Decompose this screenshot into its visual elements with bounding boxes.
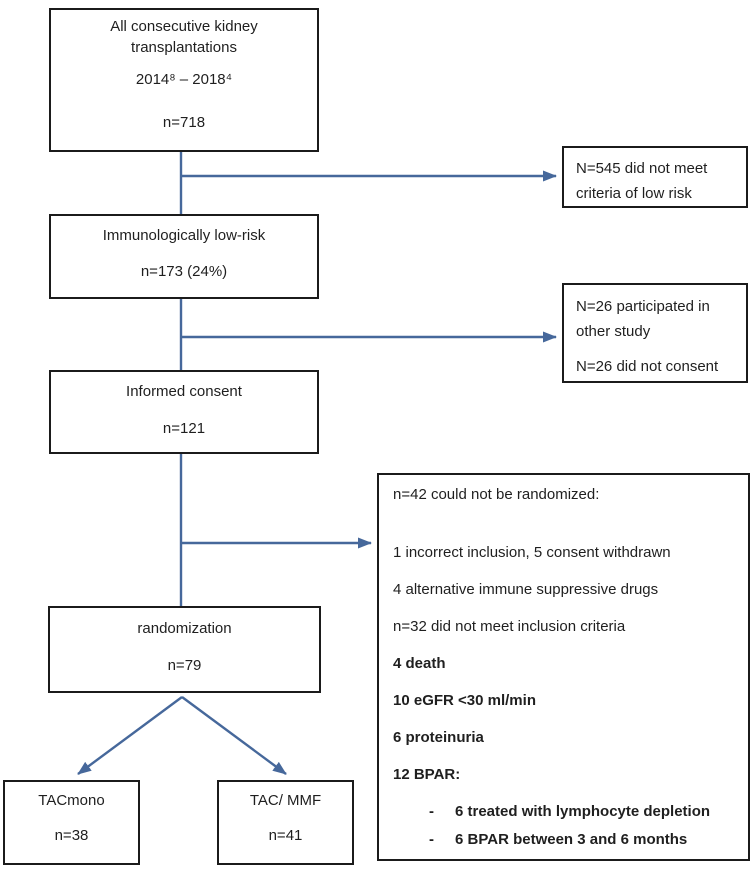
box-all-transplants-period: 2014⁸ – 2018⁴ [135, 71, 233, 88]
box-not-randomized-title: n=42 could not be randomized: [393, 486, 600, 503]
box-all-transplants-line1: All consecutive kidney [110, 18, 258, 35]
bullet-dash: - [429, 803, 434, 820]
box-randomization-title: randomization [137, 620, 232, 637]
box-randomization-n: n=79 [167, 657, 202, 674]
box-other-study-line1: N=26 participated in [576, 298, 710, 315]
box-randomization [48, 606, 321, 693]
box-low-risk-title: Immunologically low-risk [102, 227, 266, 244]
box-tac-mmf-title: TAC/ MMF [249, 792, 322, 809]
box-not-low-risk [562, 146, 748, 208]
box-not-randomized-bullet1-text: 6 treated with lymphocyte depletion [455, 803, 711, 820]
box-tac-mmf-n: n=41 [268, 827, 303, 844]
box-other-study-line2: other study [576, 323, 651, 340]
box-other-study-consent: N=26 did not consent [576, 358, 719, 375]
box-all-transplants-line2: transplantations [131, 39, 237, 56]
box-not-randomized-line2: 4 alternative immune suppressive drugs [393, 581, 659, 598]
box-not-randomized-egfr: 10 eGFR <30 ml/min [393, 692, 536, 709]
box-all-transplants-n: n=718 [162, 114, 206, 131]
box-all-transplants [49, 8, 319, 152]
box-not-randomized-bullet2 [393, 829, 734, 850]
box-not-randomized-line3: n=32 did not meet inclusion criteria [393, 618, 626, 635]
box-low-risk [49, 214, 319, 299]
box-not-randomized [377, 473, 750, 861]
box-tacmono-n: n=38 [54, 827, 89, 844]
arrow-tacmono [78, 697, 182, 774]
box-not-low-risk-line1: N=545 did not meet [576, 160, 708, 177]
box-other-study [562, 283, 748, 383]
box-tacmono [3, 780, 140, 865]
box-tac-mmf [217, 780, 354, 865]
box-not-randomized-proteinuria: 6 proteinuria [393, 729, 484, 746]
box-informed-consent [49, 370, 319, 454]
box-not-randomized-line1: 1 incorrect inclusion, 5 consent withdrawn [393, 544, 671, 561]
box-not-randomized-death: 4 death [393, 655, 446, 672]
box-not-randomized-bpar: 12 BPAR: [393, 766, 461, 783]
arrow-tac-mmf [182, 697, 286, 774]
box-low-risk-n: n=173 (24%) [140, 263, 228, 280]
box-informed-consent-n: n=121 [162, 420, 206, 437]
box-not-low-risk-line2: criteria of low risk [576, 185, 692, 202]
box-informed-consent-title: Informed consent [126, 383, 242, 400]
bullet-dash: - [429, 831, 434, 848]
box-tacmono-title: TACmono [38, 792, 105, 809]
box-not-randomized-bullet1 [393, 801, 734, 822]
box-not-randomized-bullet2-text: 6 BPAR between 3 and 6 months [455, 831, 688, 848]
